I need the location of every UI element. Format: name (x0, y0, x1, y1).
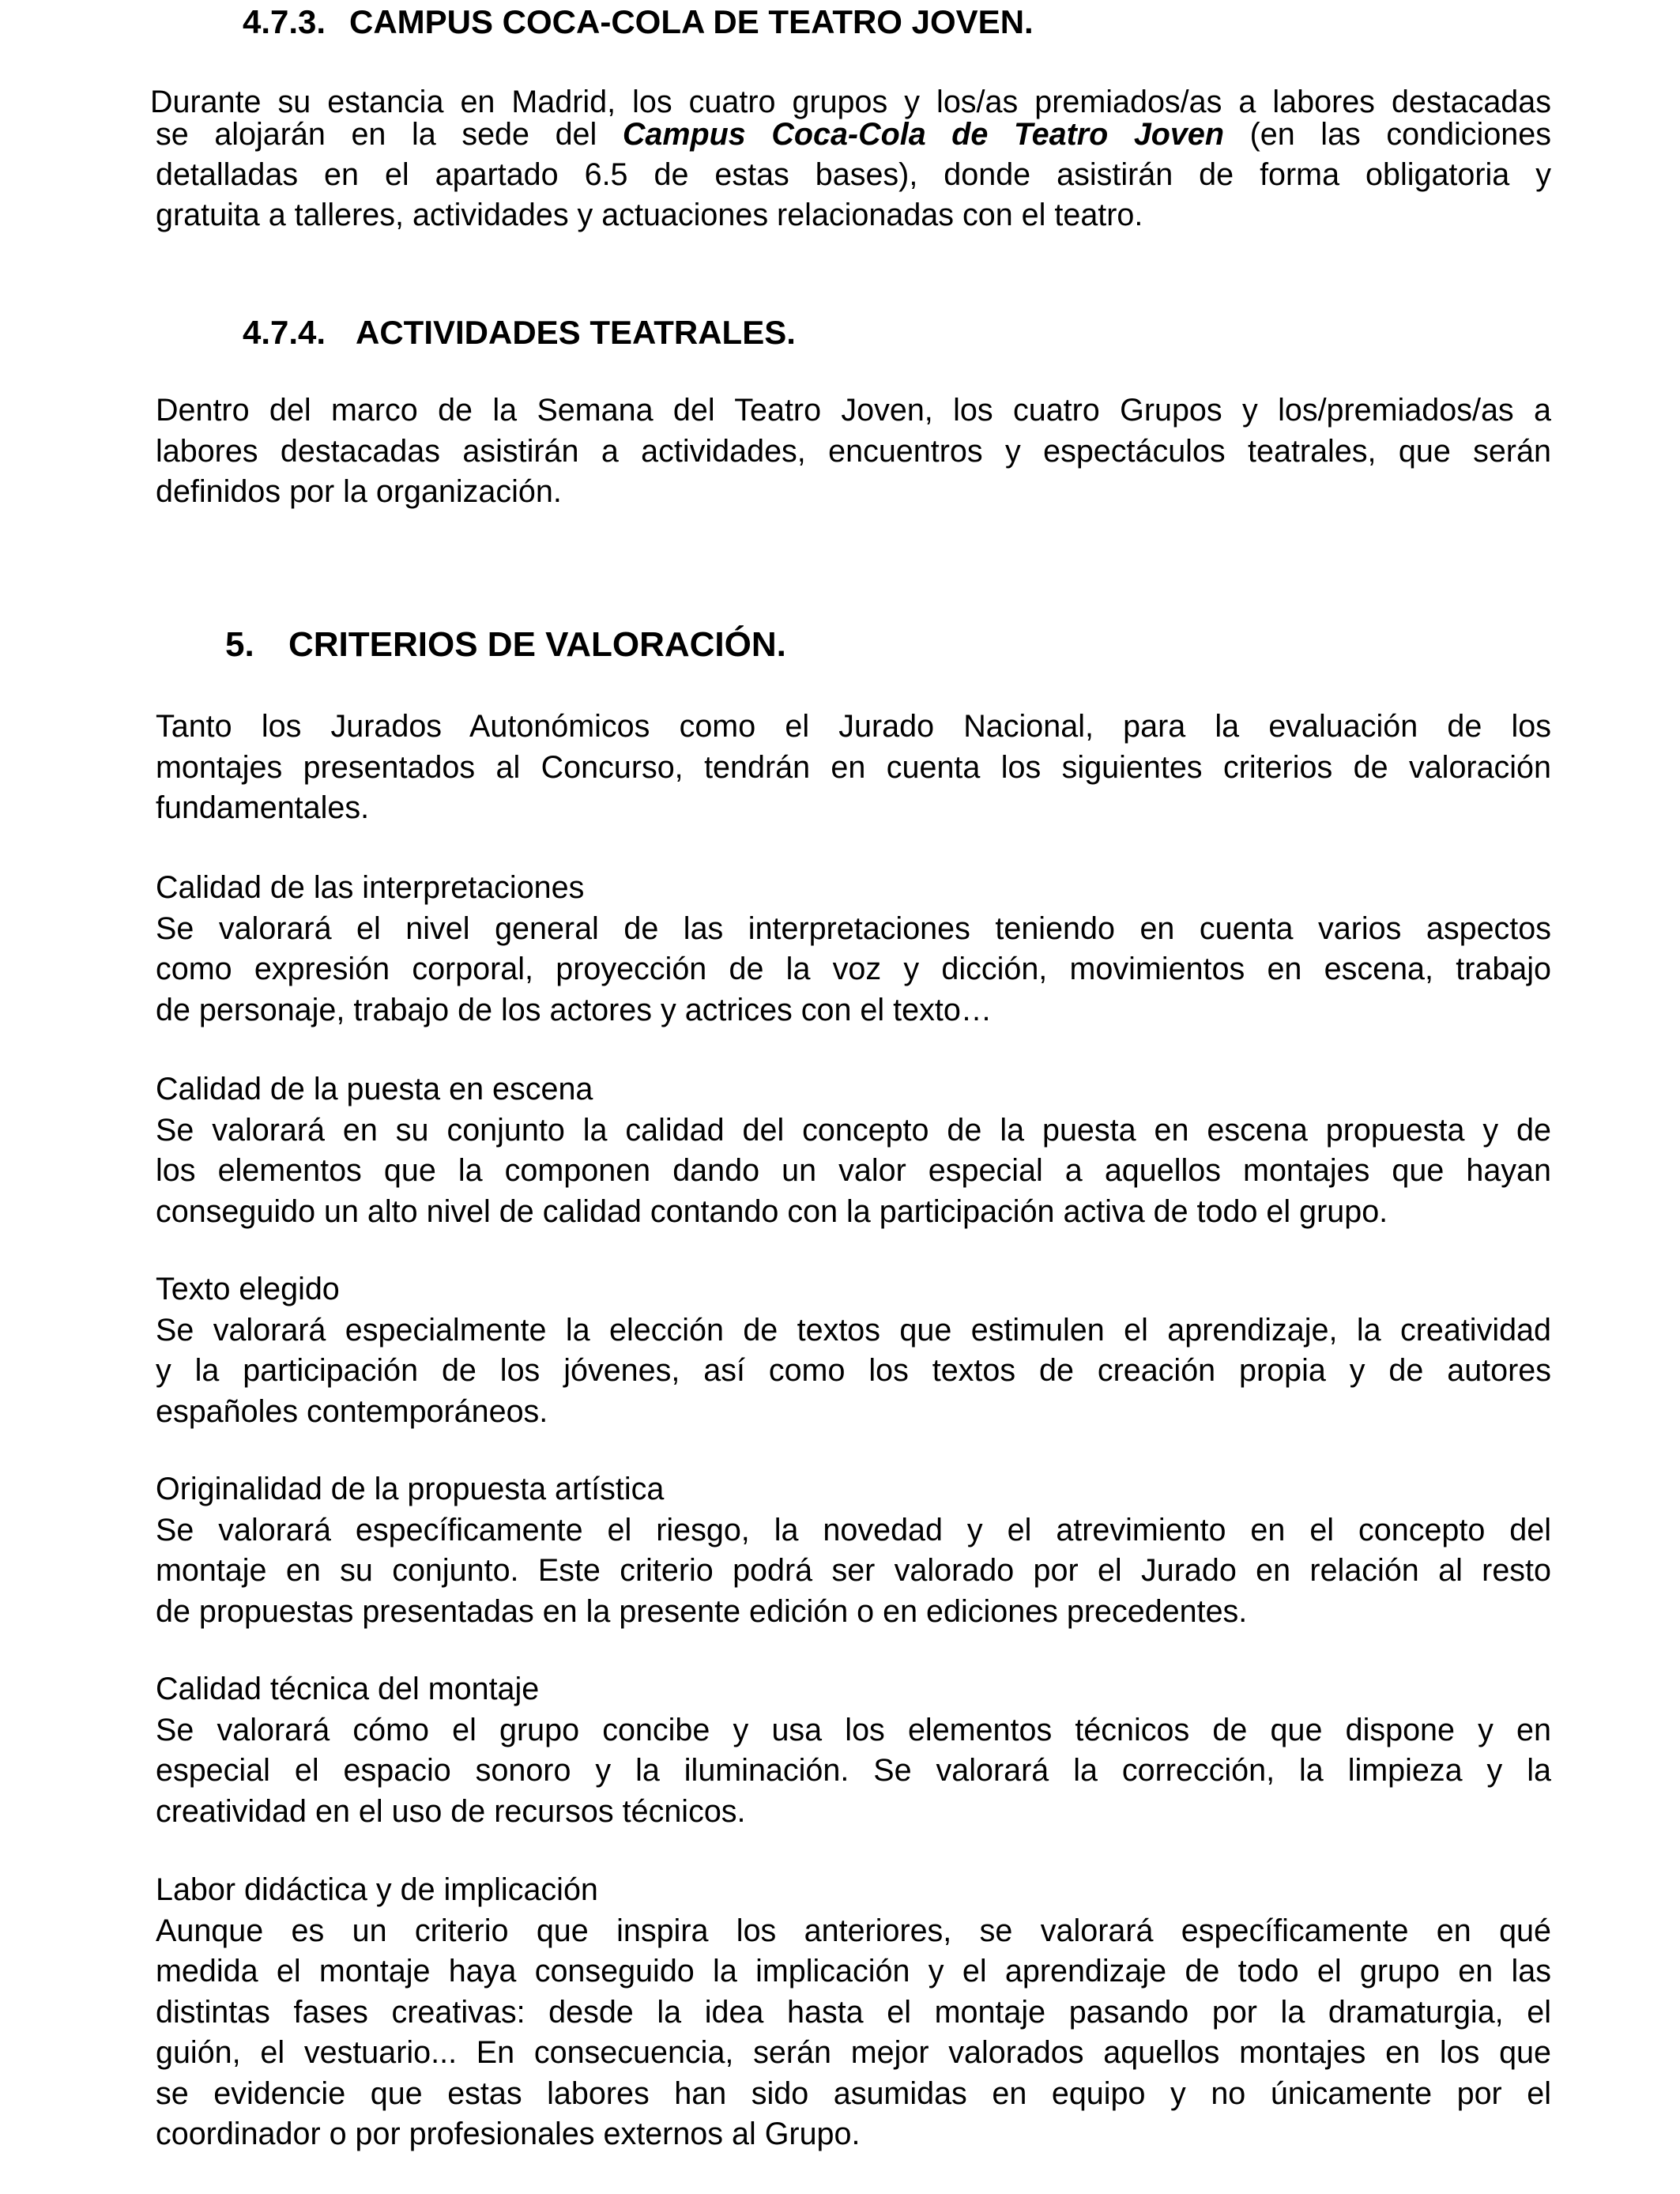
text-line: de personaje, trabajo de los actores y actrices con el texto… (156, 992, 993, 1027)
heading-5 (225, 625, 786, 665)
criterion-title: Texto elegido (156, 1272, 340, 1306)
text-line: Se valorará el nivel general de las interpretaciones teniendo en cuenta varios aspectos (156, 910, 1551, 946)
text-line: Tanto los Jurados Autonómicos como el Jurado Nacional, para la evaluación de los (156, 709, 1551, 744)
text-line: Durante su estancia en Madrid, los cuatro grupos y los/as premiados/as a labores destacadas (150, 85, 1551, 119)
text-line: Aunque es un criterio que inspira los anteriores, se valorará específicamente en qué (156, 1913, 1551, 1948)
criterion-texto-elegido (156, 1269, 1551, 1432)
criterion-title: Labor didáctica y de implicación (156, 1872, 598, 1907)
text-line: Se valorará cómo el grupo concibe y usa los elementos técnicos de que dispone y en (156, 1712, 1551, 1747)
text-line: Dentro del marco de la Semana del Teatro Joven, los cuatro Grupos y los/premiados/as a (156, 393, 1551, 428)
criterion-originalidad (156, 1469, 1551, 1632)
text-line: Se valorará específicamente el riesgo, la novedad y el atrevimiento en el concepto del (156, 1512, 1551, 1547)
text-line: Se valorará en su conjunto la calidad del concepto de la puesta en escena propuesta y de (156, 1112, 1551, 1148)
text-line: Se valorará especialmente la elección de textos que estimulen el aprendizaje, la creatividad (156, 1312, 1551, 1348)
paragraph-campus (150, 82, 1551, 236)
criterion-title: Calidad técnica del montaje (156, 1672, 540, 1706)
text-line: guión, el vestuario... En consecuencia, serán mejor valorados aquellos montajes en los que (156, 2035, 1551, 2070)
criterion-puesta-en-escena (156, 1069, 1551, 1232)
text-line: los elementos que la componen dando un valor especial a aquellos montajes que hayan (156, 1153, 1551, 1188)
heading-title: CRITERIOS DE VALORACIÓN. (288, 625, 786, 664)
text-line: se evidencie que estas labores han sido asumidas en equipo y no únicamente por el (156, 2075, 1551, 2111)
paragraph-criterios-intro (156, 707, 1551, 829)
text-line: montajes presentados al Concurso, tendrán en cuenta los siguientes criterios de valoración (156, 749, 1551, 785)
heading-number: 5. (225, 625, 254, 664)
text-line: labores destacadas asistirán a actividades, encuentros y espectáculos teatrales, que serán (156, 433, 1551, 469)
text-line: como expresión corporal, proyección de la voz y dicción, movimientos en escena, trabajo (156, 952, 1551, 986)
text-line: especial el espacio sonoro y la iluminación. Se valorará la corrección, la limpieza y la (156, 1753, 1551, 1788)
text-line: y la participación de los jóvenes, así como los textos de creación propia y de autores (156, 1353, 1551, 1388)
criterion-interpretaciones (156, 868, 1551, 1031)
text-line: distintas fases creativas: desde la idea hasta el montaje pasando por la dramaturgia, el (156, 1994, 1551, 2030)
heading-number: 4.7.4. (243, 314, 326, 351)
criterion-calidad-tecnica (156, 1669, 1551, 1832)
criterion-title: Calidad de la puesta en escena (156, 1072, 593, 1106)
heading-title: ACTIVIDADES TEATRALES. (356, 314, 796, 351)
text-span: se alojarán en la sede del (156, 117, 623, 152)
text-line (156, 115, 1551, 155)
text-span: (en las condiciones (1224, 117, 1551, 152)
text-line: españoles contemporáneos. (156, 1393, 548, 1429)
emphasis-campus-name: Campus Coca-Cola de Teatro Joven (622, 117, 1224, 152)
text-line: de propuestas presentadas en la presente edición o en ediciones precedentes. (156, 1593, 1248, 1629)
paragraph-actividades (156, 390, 1551, 513)
heading-4-7-3 (243, 2, 1034, 42)
text-line: montaje en su conjunto. Este criterio podrá ser valorado por el Jurado en relación al resto (156, 1553, 1551, 1588)
heading-title: CAMPUS COCA-COLA DE TEATRO JOVEN. (349, 3, 1034, 40)
heading-4-7-4 (243, 313, 796, 352)
text-line: gratuita a talleres, actividades y actuaciones relacionadas con el teatro. (156, 198, 1143, 232)
text-line: conseguido un alto nivel de calidad contando con la participación activa de todo el grupo. (156, 1193, 1388, 1229)
text-line: detalladas en el apartado 6.5 de estas bases), donde asistirán de forma obligatoria y (156, 157, 1551, 192)
criterion-labor-didactica (156, 1870, 1551, 2155)
text-line: medida el montaje haya conseguido la implicación y el aprendizaje de todo el grupo en las (156, 1954, 1551, 1989)
heading-number: 4.7.3. (243, 3, 326, 40)
text-line: creatividad en el uso de recursos técnicos. (156, 1793, 746, 1829)
criterion-title: Originalidad de la propuesta artística (156, 1472, 665, 1506)
text-line: fundamentales. (156, 790, 370, 825)
text-line: definidos por la organización. (156, 474, 562, 509)
text-line: coordinador o por profesionales externos al Grupo. (156, 2117, 861, 2151)
criterion-title: Calidad de las interpretaciones (156, 870, 585, 905)
